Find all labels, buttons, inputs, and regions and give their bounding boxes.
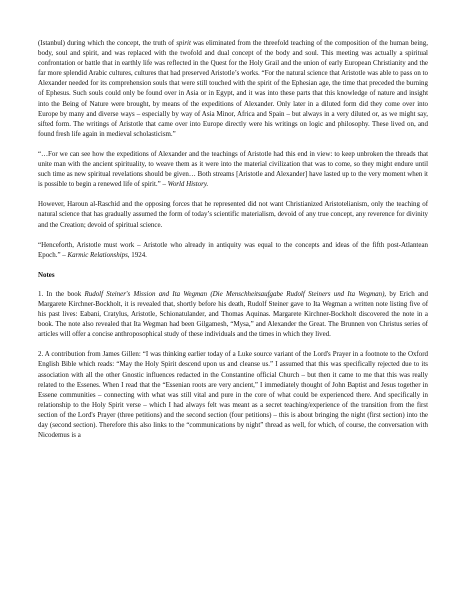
body-paragraph-3 [38,199,428,229]
note-text: by Erich and Margarete Kirchner-Bockholt, it is revealed that, shortly before his death, Rudolf Steiner gave to Ita Wegman a written note listing five of his past lives: Eabani, Cratylus, Aristotle, Schionatulander, and Thomas Aquinas. Margarete Kirchner-Bockholt discovered the note in a book. The note also revealed that Ita Wegman had been Gilgamesh, “Mysa,” and Alexander the Great. The Brunnen von Christus series of articles will offer a concise anthroposophical study of these individuals and the times in which they lived. [38,289,428,339]
document-page [38,38,428,450]
quote-text: “…For we can see how the expeditions of Alexander and the teachings of Aristotle had this end in view: to keep unbroken the threads that unite man with the ancient spirituality, to weave them as it were into the material civilization that was to come, so they might endure until such time as new spiritual revelations should be given… Both streams [Aristotle and Alexander] have lasted up to the very moment when it is possible to begin a renewed life of spirit.” – [38,149,428,189]
emphasis-text: spirit [176,39,191,47]
note-2 [38,349,428,440]
body-paragraph-2 [38,149,428,189]
note-1 [38,289,428,339]
quote-text: “Henceforth, Aristotle must work – Aristotle who already in antiquity was equal to the concepts and ideas of the fifth post-Atlantean Epoch.” – [38,240,428,259]
paragraph-text: was eliminated from the threefold teaching of the composition of the human being, body, soul and spirit, and was replaced with the twofold and dual concept of the body and soul. This meeting was actually a spiritual confrontation or battle that in earthly life was reflected in the Quest for the Holy Grail and the union of early European Christianity and the far more splendid Arabic cultures, cultures that had preserved Aristotle’s works. “For the natural science that Aristotle was able to pass on to Alexander needed for its comprehension souls that were still touched with the spirit of the Ephesian age, the time that preceded the burning of Ephesus. Such souls could only be found over in Asia or in Egypt, and it was into these parts that this knowledge of nature and insight into the Being of Nature were brought, by means of the expeditions of Alexander. Only later in a diluted form did they come over into Europe by many and diverse ways – especially by way of Asia Minor, Africa and Spain – but always in a very diluted or, as we might say, sifted form. The writings of Aristotle that came over into Europe directly were his writings on logic and philosophy. These lived on, and found fresh life again in medieval scholasticism.” [38,39,428,138]
body-paragraph-4 [38,240,428,260]
book-title: Rudolf Steiner's Mission and Ita Wegman (Die Menschheitsaufgabe Rudolf Steiners und Ita Wegman), [84,289,387,298]
notes-heading: Notes [38,270,55,279]
paragraph-text: (Istanbul) during which the concept, the truth of [38,39,177,47]
note-text: 2. A contribution from James Gillen: “I was thinking earlier today of a Luke source variant of the Lord's Prayer in a footnote to the Oxford English Bible which reads: “May the Holy Spirit descend upon us and cleanse us.” I assumed that this was specifically rejected due to its association with all the other Gnostic influences redacted in the Constantine official Church – but then it came to me that this was really related to the Essenes. When I read that the “Essenian roots are very ancient,” I immediately thought of John Baptist and Jesus together in Essene communities – connecting with what was still vital and pure in the core of what could be experienced there. And specifically in relationship to the Holy Spirit verse – which I had always felt was meant as a secret teaching/experience of the transition from the first section of the Lord's Prayer (three petitions) and the second section (four petitions) – this is about bringing the night (first section) into the day (second section). Therefore this also links to the “communications by night” thread as well, for which, of course, the conversation with Nicodemus is a [38,350,428,440]
note-text: 1. In the book [38,289,85,298]
paragraph-text: However, Haroun al-Raschid and the opposing forces that he represented did not want Christianized Aristotelianism, only the teaching of natural science that has gradually assumed the form of today’s scientific materialism, devoid of any true concept, any reverence for divinity and the Creation; devoid of spiritual science. [38,200,428,229]
citation-title: Karmic Relationships, [67,250,130,259]
citation-title: World History. [167,180,209,189]
citation-year: 1924. [129,250,147,259]
body-paragraph-1 [38,38,428,139]
